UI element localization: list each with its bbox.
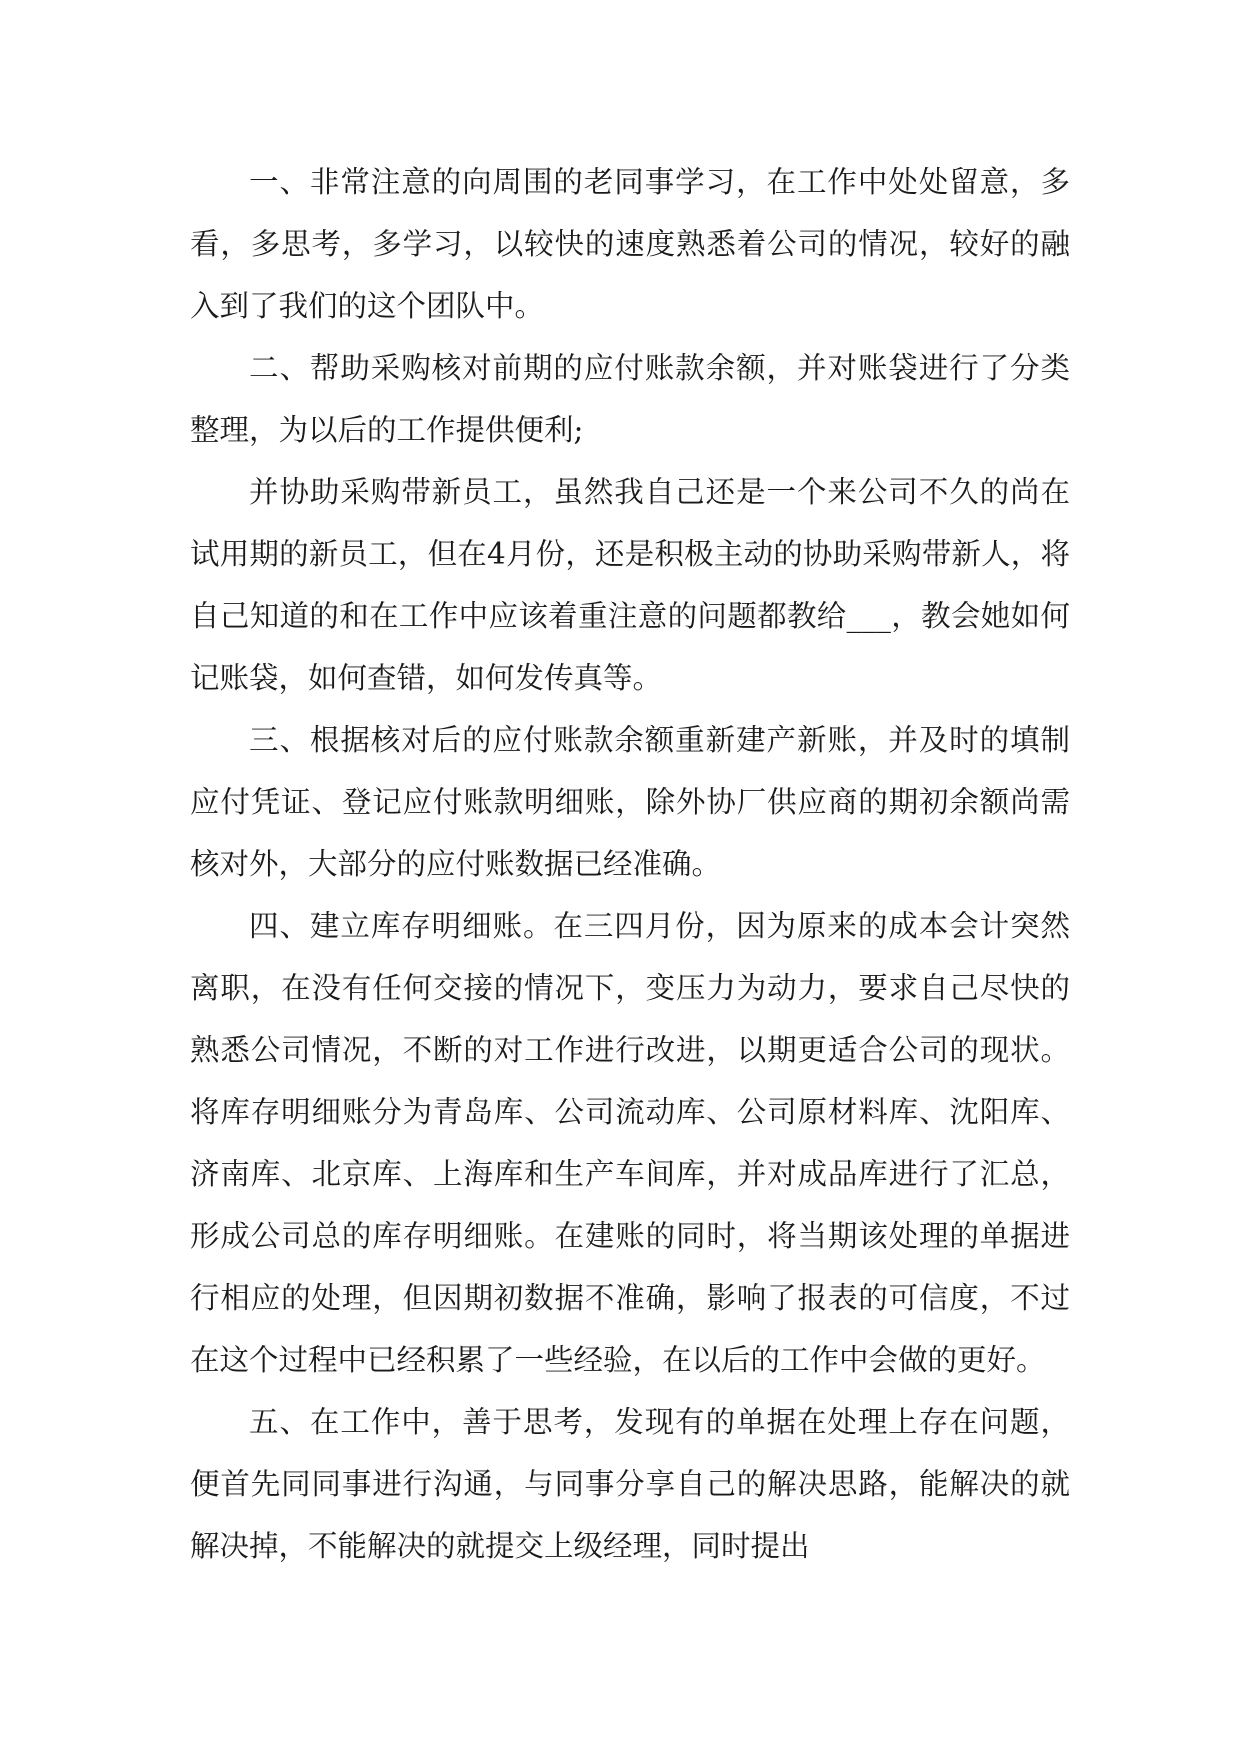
paragraph-3: 并协助采购带新员工，虽然我自己还是一个来公司不久的尚在试用期的新员工，但在4月份，还是积极主动的协助采购带新人，将自己知道的和在工作中应该着重注意的问题都教给___，教会她如何记账袋，如何查错，如何发传真等。 <box>190 475 1070 695</box>
paragraph-2: 二、帮助采购核对前期的应付账款余额，并对账袋进行了分类整理，为以后的工作提供便利; <box>190 351 1070 447</box>
paragraph-5: 四、建立库存明细账。在三四月份，因为原来的成本会计突然离职，在没有任何交接的情况下，变压力为动力，要求自己尽快的熟悉公司情况，不断的对工作进行改进，以期更适合公司的现状。将库存明细账分为青岛库、公司流动库、公司原材料库、沈阳库、济南库、北京库、上海库和生产车间库，并对成品库进行了汇总，形成公司总的库存明细账。在建账的同时，将当期该处理的单据进行相应的处理，但因期初数据不准确，影响了报表的可信度，不过在这个过程中已经积累了一些经验，在以后的工作中会做的更好。 <box>190 909 1070 1377</box>
paragraph-6: 五、在工作中，善于思考，发现有的单据在处理上存在问题，便首先同同事进行沟通，与同事分享自己的解决思路，能解决的就解决掉，不能解决的就提交上级经理，同时提出 <box>190 1405 1070 1563</box>
document-body <box>190 151 1070 1577</box>
paragraph-4: 三、根据核对后的应付账款余额重新建产新账，并及时的填制应付凭证、登记应付账款明细账，除外协厂供应商的期初余额尚需核对外，大部分的应付账数据已经准确。 <box>190 723 1070 881</box>
paragraph-1: 一、非常注意的向周围的老同事学习，在工作中处处留意，多看，多思考，多学习，以较快的速度熟悉着公司的情况，较好的融入到了我们的这个团队中。 <box>190 165 1070 323</box>
